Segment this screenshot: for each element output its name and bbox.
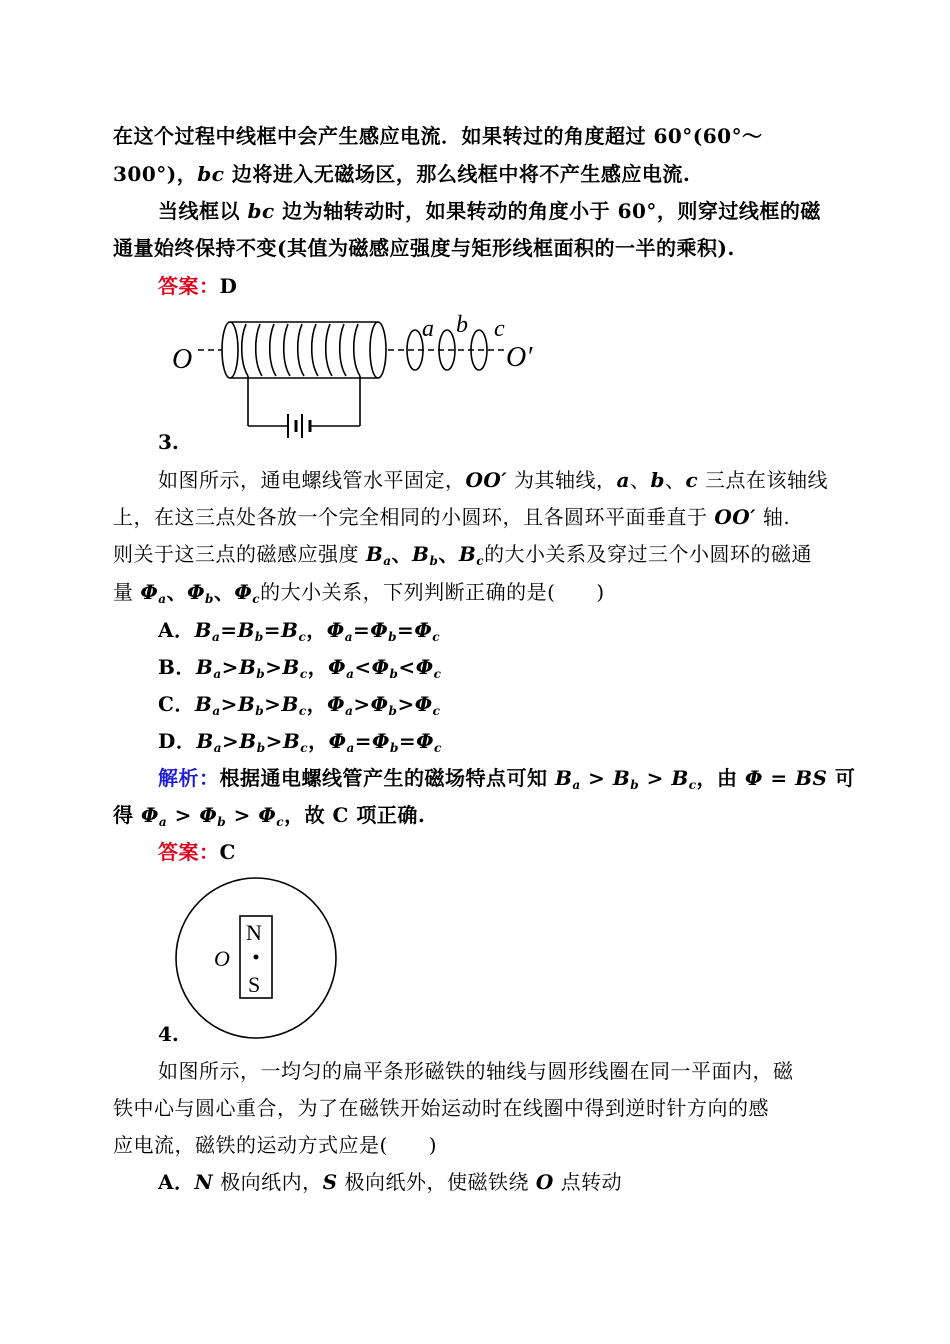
question-number: 3. <box>158 430 179 454</box>
text-line: 应电流，磁铁的运动方式应是( ) <box>113 1133 438 1157</box>
label-c: c <box>494 316 505 342</box>
label-O: O <box>172 344 193 375</box>
analysis-line: 解析：根据通电螺线管产生的磁场特点可知 $B_a > B_b > B_c$，由 Φ = BS 可 <box>158 766 856 792</box>
label-b: b <box>456 312 468 338</box>
answer-label: 答案： <box>158 274 220 298</box>
label-O: O <box>214 946 230 971</box>
analysis-line: 得 $\Phi_a > \Phi_b > \Phi_c$，故 C 项正确. <box>113 803 426 829</box>
solenoid-figure <box>160 308 560 453</box>
text-line: 300°)，bc 边将进入无磁场区，那么线框中将不产生感应电流. <box>113 162 691 186</box>
text-line: 如图所示，通电螺线管水平固定，OO′ 为其轴线，a、b、c 三点在该轴线 <box>158 468 828 492</box>
option-d[interactable]: D．$B_a>B_b>B_c$，$\Phi_a=\Phi_b=\Phi_c$ <box>158 729 442 755</box>
answer-label: 答案： <box>158 840 220 864</box>
text-line: 如图所示，一均匀的扁平条形磁铁的轴线与圆形线圈在同一平面内，磁 <box>158 1059 794 1083</box>
text-line: 量 $\Phi_a$、$\Phi_b$、$\Phi_c$的大小关系，下列判断正确的是( ) <box>113 580 605 606</box>
answer-value: D <box>219 274 238 298</box>
option-a[interactable]: A．N 极向纸内，S 极向纸外，使磁铁绕 O 点转动 <box>158 1170 623 1194</box>
option-b[interactable]: B．$B_a>B_b>B_c$，$\Phi_a<\Phi_b<\Phi_c$ <box>158 655 442 681</box>
option-c[interactable]: C．$B_a>B_b>B_c$，$\Phi_a>\Phi_b>\Phi_c$ <box>158 692 441 718</box>
analysis-label: 解析： <box>158 766 220 790</box>
label-O-prime: O′ <box>506 342 533 373</box>
answer-line <box>158 838 236 866</box>
label-S: S <box>248 972 261 997</box>
text-line: 当线框以 bc 边为轴转动时，如果转动的角度小于 60°，则穿过线框的磁 <box>158 199 821 223</box>
text-line: 通量始终保持不变(其值为磁感应强度与矩形线框面积的一半的乘积). <box>113 236 735 260</box>
answer-line <box>158 272 237 300</box>
question-number: 4. <box>158 1022 179 1046</box>
answer-value: C <box>219 840 236 864</box>
option-a[interactable]: A．$B_a=B_b=B_c$，$\Phi_a=\Phi_b=\Phi_c$ <box>158 618 441 644</box>
magnet-coil-figure <box>170 874 350 1044</box>
text-line: 则关于这三点的磁感应强度 $B_a$、$B_b$、$B_c$的大小关系及穿过三个小圆环的磁通 <box>113 542 813 568</box>
text-line: 在这个过程中线框中会产生感应电流．如果转过的角度超过 60°(60°～ <box>113 124 763 148</box>
text-line: 铁中心与圆心重合，为了在磁铁开始运动时在线圈中得到逆时针方向的感 <box>113 1096 769 1120</box>
label-N: N <box>246 920 262 945</box>
text-line: 上，在这三点处各放一个完全相同的小圆环，且各圆环平面垂直于 OO′ 轴. <box>113 505 791 529</box>
label-a: a <box>422 316 434 342</box>
